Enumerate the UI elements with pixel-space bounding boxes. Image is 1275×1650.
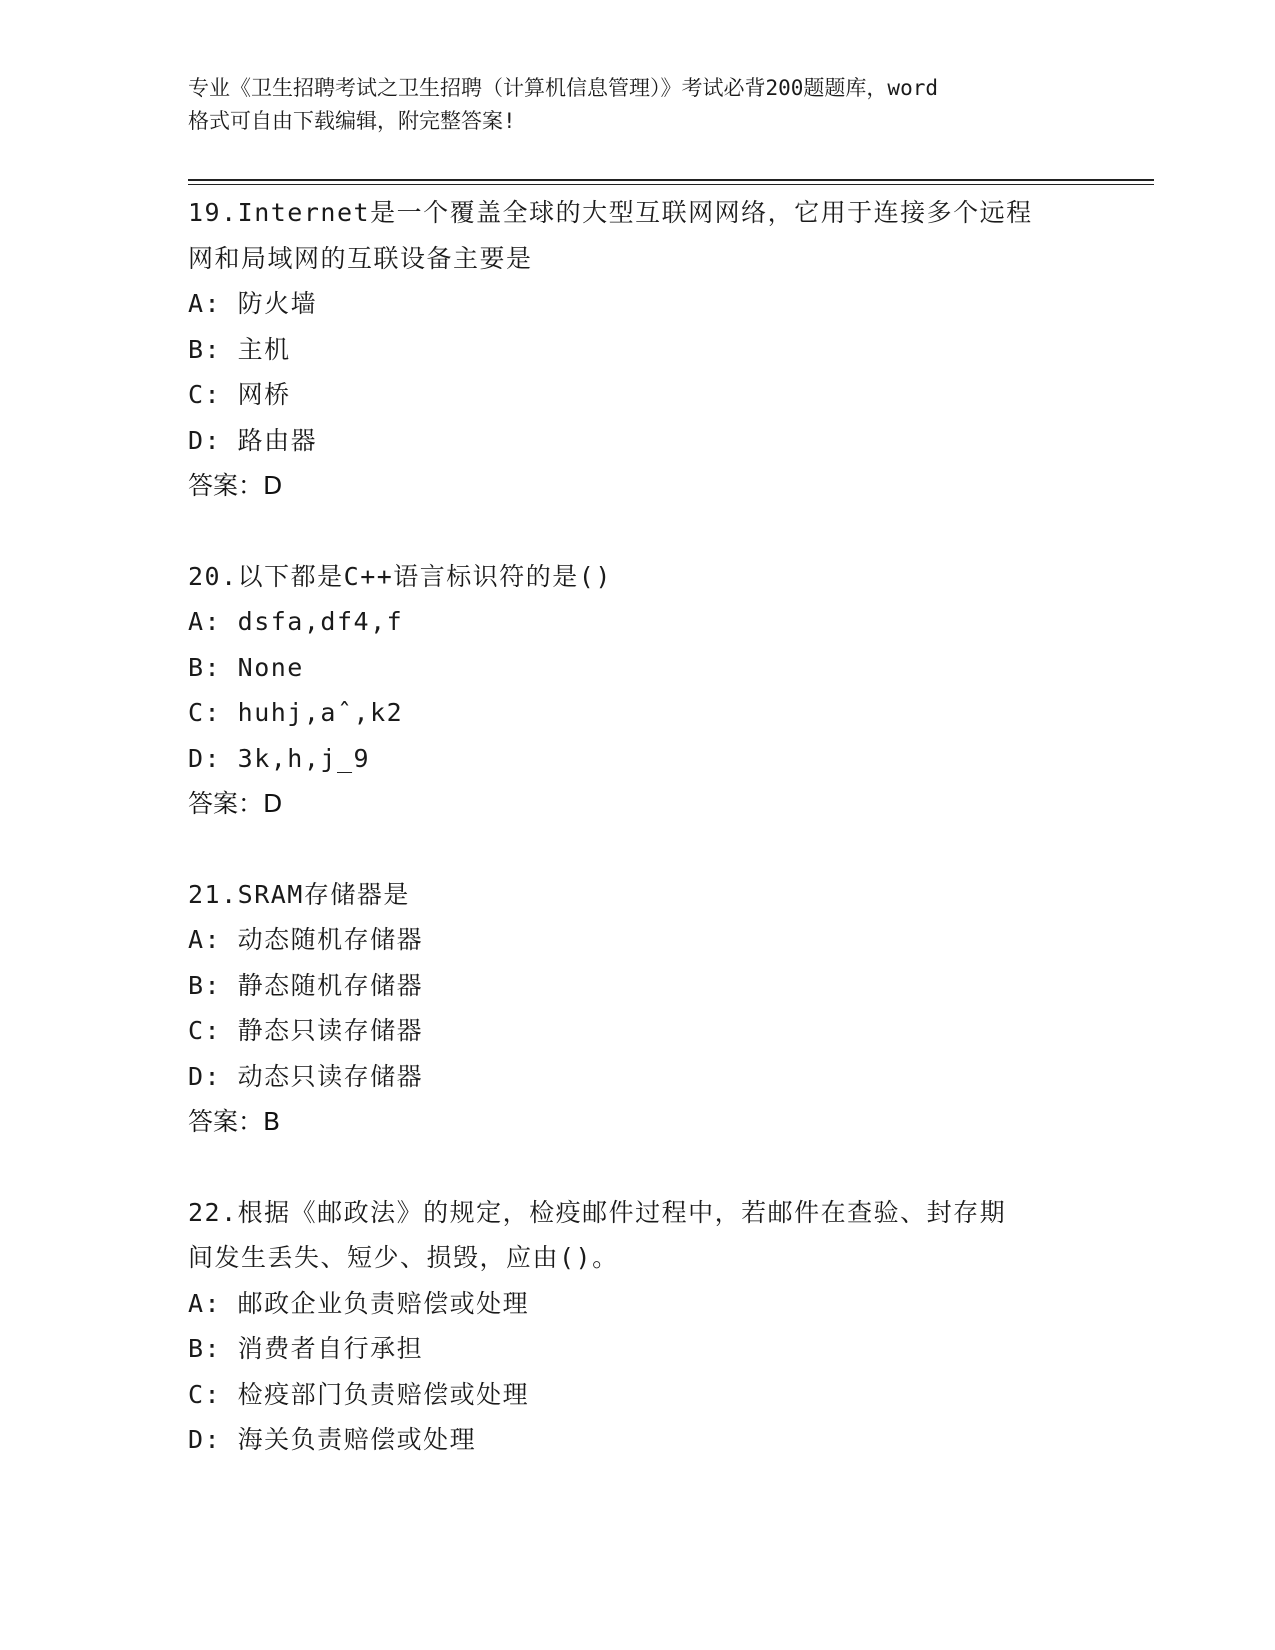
question-stem: 网和局域网的互联设备主要是	[188, 243, 533, 273]
option-d: D: 海关负责赔偿或处理	[188, 1425, 477, 1454]
header-line-1: 专业《卫生招聘考试之卫生招聘（计算机信息管理）》考试必背200题题库，word	[188, 76, 938, 100]
answer: 答案：B	[188, 1107, 281, 1136]
header-divider-thin	[188, 184, 1154, 185]
question-stem: 20.以下都是C++语言标识符的是()	[188, 561, 612, 591]
question-stem: 21.SRAM存储器是	[188, 879, 410, 909]
option-b: B: None	[188, 652, 304, 682]
option-b: B: 消费者自行承担	[188, 1334, 424, 1363]
option-c: C: huhj,aˆ,k2	[188, 698, 404, 727]
document-header	[188, 72, 1088, 138]
option-d: D: 路由器	[188, 425, 318, 455]
answer: 答案：D	[188, 789, 283, 818]
option-c: C: 检疫部门负责赔偿或处理	[188, 1379, 530, 1409]
option-a: A: 动态随机存储器	[188, 925, 424, 954]
answer: 答案：D	[188, 471, 283, 500]
option-c: C: 网桥	[188, 380, 291, 409]
option-b: B: 主机	[188, 334, 291, 364]
question-list	[188, 190, 1088, 1508]
header-line-2: 格式可自由下载编辑，附完整答案!	[188, 109, 516, 133]
question-stem: 间发生丢失、短少、损毁，应由()。	[188, 1243, 619, 1272]
option-b: B: 静态随机存储器	[188, 970, 424, 1000]
option-d: D: 3k,h,j_9	[188, 743, 371, 773]
question-22	[188, 1190, 1088, 1463]
question-21	[188, 872, 1088, 1145]
option-a: A: 防火墙	[188, 289, 318, 318]
question-stem: 19.Internet是一个覆盖全球的大型互联网网络，它用于连接多个远程	[188, 198, 1033, 227]
option-d: D: 动态只读存储器	[188, 1061, 424, 1091]
option-a: A: 邮政企业负责赔偿或处理	[188, 1288, 530, 1318]
question-stem: 22.根据《邮政法》的规定，检疫邮件过程中，若邮件在查验、封存期	[188, 1197, 1007, 1227]
header-divider-thick	[188, 179, 1154, 181]
option-c: C: 静态只读存储器	[188, 1016, 424, 1045]
question-20	[188, 554, 1088, 827]
question-19	[188, 190, 1088, 509]
option-a: A: dsfa,df4,f	[188, 607, 404, 636]
